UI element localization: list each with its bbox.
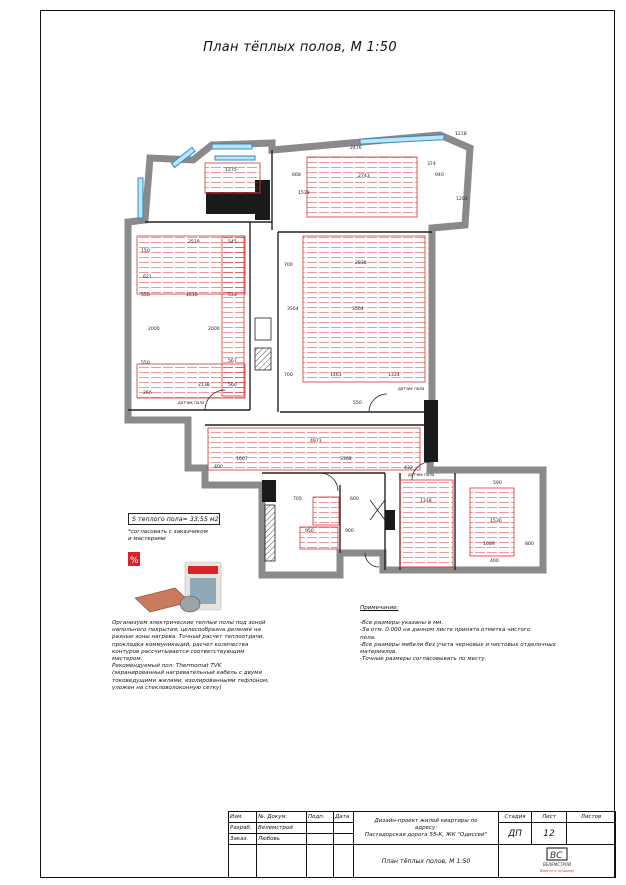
title-block	[228, 811, 615, 878]
stamp-col-izm: Изм.	[229, 812, 257, 823]
stamp-cell	[257, 845, 307, 878]
stamp-col-doc: №. Докум.	[257, 812, 307, 823]
sensor-label: датчик пола	[178, 400, 205, 405]
stamp-cell	[334, 823, 354, 834]
promo-line: мастером.	[112, 656, 143, 663]
dimension-label: 950	[305, 529, 314, 534]
company-logo	[499, 845, 616, 878]
dimension-label: 1610	[186, 293, 198, 298]
dimension-label: 700	[284, 373, 293, 378]
dimension-label: 550	[141, 361, 150, 366]
stamp-sheet-name: План тёплых полов, М 1:50	[354, 845, 499, 878]
agree-note-line: и мастерами	[128, 536, 166, 542]
dimension-label: 2138	[198, 383, 210, 388]
dimension-label: 4971	[310, 439, 322, 444]
svg-text:ВЕЛЕМСТРОЙ: ВЕЛЕМСТРОЙ	[542, 862, 572, 867]
dimension-label: 2519	[188, 240, 200, 245]
dimension-label: 1203	[456, 197, 468, 202]
svg-text:Вместе к лучшему: Вместе к лучшему	[539, 869, 575, 873]
dimension-label: 1689	[483, 542, 495, 547]
promo-line: напольного покрытия, целесообразна деление на	[112, 627, 261, 634]
stamp-cell	[307, 834, 334, 845]
dimension-label: 940	[435, 173, 444, 178]
dimension-label: 567	[228, 359, 237, 364]
stamp-zakaz-name: Любовь	[257, 834, 307, 845]
product-box-stripe	[188, 566, 218, 574]
dimension-label: 600	[350, 497, 359, 502]
stamp-lists-value	[567, 823, 616, 845]
stamp-project-line: адресу:	[414, 824, 438, 831]
promo-line: (экранированный нагревательный кабель с двумя	[112, 670, 262, 677]
promo-line: контуров рассчитывается соответствующим	[112, 648, 245, 655]
dimension-label: 2476	[350, 146, 362, 151]
company-logo-icon	[527, 845, 587, 875]
agree-note-line: *согласовать с заказчиком	[128, 529, 208, 535]
dimension-label: 2000	[148, 327, 160, 332]
stamp-list-value: 12	[532, 823, 567, 845]
dimension-label: 2838	[355, 261, 367, 266]
dimension-label: 1528	[298, 191, 310, 196]
stamp-cell	[334, 845, 354, 878]
stamp-stage-label: Стадия	[499, 812, 532, 823]
dimension-label: 560	[228, 383, 237, 388]
dimension-label: 400	[214, 465, 223, 470]
stamp-lists-label: Листов	[567, 812, 616, 823]
dimension-label: 1461	[330, 373, 342, 378]
note-line: -Точные размеры согласовывать по месту.	[360, 656, 487, 663]
sensor-label: датчик пола	[398, 386, 425, 391]
dimension-label: 550	[353, 401, 362, 406]
promo-line: разные зоны нагрева. Точный расчет теплоотдачи,	[112, 634, 265, 641]
dimension-label: 800	[525, 542, 534, 547]
dimension-label: 700	[284, 263, 293, 268]
note-line: материалов.	[360, 649, 398, 656]
dimension-label: 621	[143, 275, 152, 280]
note-line: -Все размеры мебели без учета черновых и чистовых отделочных	[360, 641, 556, 648]
note-line: -За отм. 0.000 на данном листе принята отметка чистого	[360, 627, 531, 634]
stamp-cell	[334, 834, 354, 845]
sensor-label: датчик пола	[408, 472, 435, 477]
dimension-label: 3564	[287, 307, 299, 312]
dimension-label: 1607	[236, 457, 248, 462]
promo-line: Рекомендуемый пол: Thermomat TVK	[112, 663, 222, 670]
stamp-cell	[229, 845, 257, 878]
dimension-label: 2743	[358, 174, 370, 179]
stamp-row-zakaz: Заказ.	[229, 834, 257, 845]
dimension-label: 2000	[208, 327, 220, 332]
dimension-label: 1218	[455, 132, 467, 137]
sheet-title: План тёплых полов, М 1:50	[203, 40, 397, 55]
dimension-label: 1275	[225, 168, 237, 173]
dimension-label: 3564	[352, 307, 364, 312]
stamp-razrab-name: Велемстрой	[257, 823, 307, 834]
dimension-label: 266	[143, 391, 152, 396]
promo-line: токоведущими жилами, изолированными тефлоном,	[112, 677, 269, 684]
discount-badge-label: %	[130, 556, 139, 566]
note-line: пола.	[360, 634, 376, 641]
dimension-label: 590	[493, 481, 502, 486]
stamp-col-date: Дата	[334, 812, 354, 823]
dimension-label: 550	[141, 293, 150, 298]
cable-roll-icon	[180, 596, 200, 612]
svg-text:ВС: ВС	[550, 851, 563, 861]
heated-area-label: S теплого пола= 33,55 м2	[128, 513, 220, 525]
stamp-cell	[307, 823, 334, 834]
dimension-label: 1324	[388, 373, 400, 378]
dimension-label: 150	[141, 249, 150, 254]
note-line: -Все размеры указаны в мм.	[360, 620, 444, 627]
stamp-list-label: Лист	[532, 812, 567, 823]
notes-block	[360, 605, 600, 663]
dimension-label: 668	[292, 173, 301, 178]
dimension-label: 900	[345, 529, 354, 534]
promo-text	[112, 620, 312, 692]
promo-line: уложен на стекловолоконную сетку)	[112, 684, 222, 691]
dimension-label: 400	[490, 559, 499, 564]
dimension-label: 3368	[340, 457, 352, 462]
dimension-label: 374	[427, 162, 436, 167]
stamp-project-line: Пастадорская дорога 55-К, ЖК "Одиссей"	[364, 831, 488, 838]
stamp-row-razrab: Разраб.	[229, 823, 257, 834]
stamp-col-sign: Подп.	[307, 812, 334, 823]
dimension-label: 705	[293, 497, 302, 502]
notes-heading: Примечание:	[360, 605, 399, 611]
stamp-project-line: Дизайн-проект жилой квартиры по	[374, 817, 478, 824]
dimension-label: 545	[228, 240, 237, 245]
dimension-label: 533	[228, 293, 237, 298]
dimension-label: 1530	[490, 519, 502, 524]
promo-line: Организуем электрические теплые полы под зоной	[112, 620, 266, 626]
promo-line: прокладка коммуникаций, расчет количества	[112, 641, 249, 648]
stamp-cell	[307, 845, 334, 878]
stamp-project	[354, 812, 499, 845]
dimension-label: 432	[404, 466, 413, 471]
stamp-stage-value: ДП	[499, 823, 532, 845]
dimension-label: 1318	[420, 499, 432, 504]
